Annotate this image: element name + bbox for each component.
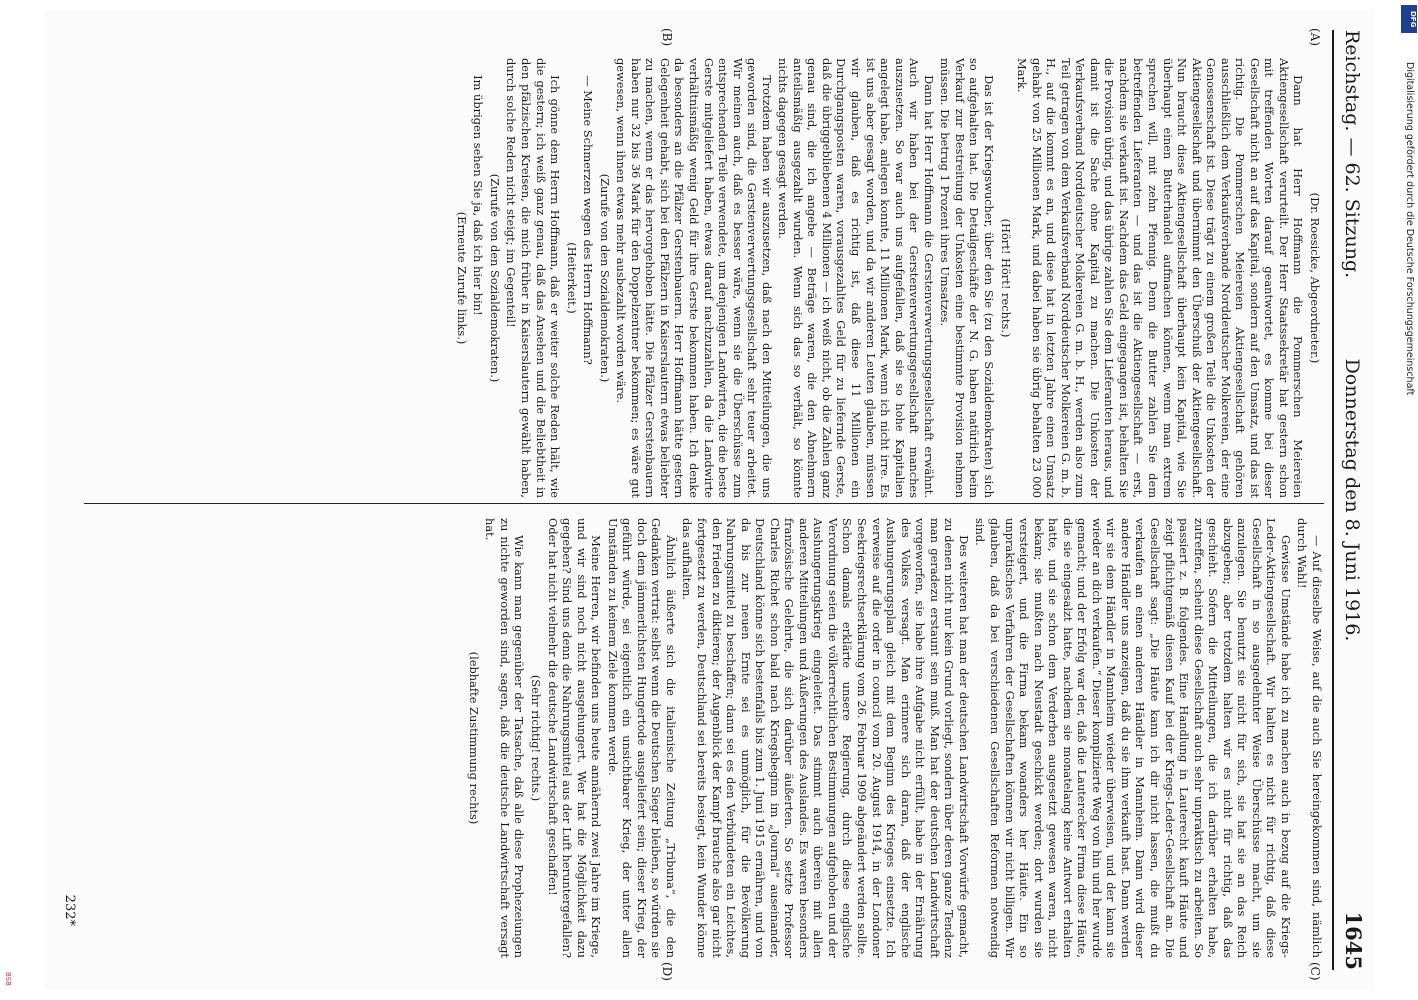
column-b-paragraph: (Sehr richtig! rechts.) <box>529 674 544 802</box>
page-number: 1645 <box>1341 911 1366 970</box>
column-a-paragraph: (Zurufe von den Sozialdemokraten.) <box>597 173 612 383</box>
margin-marker-c: (C) <box>1308 962 1322 981</box>
column-b-paragraph: Wie kann man gegenüber der Tatsache, daß alle diese Prophezeiungen zu nichte geworden sind, sagen, daß die deutsche Landwirtschaft versagt hat. <box>483 518 527 958</box>
dfg-logo-icon: DFG <box>1401 5 1417 33</box>
column-a-paragraph: Das ist der Kriegswucher, über den Sie (zu den Sozialdemokraten) sich so aufgehalten hat. Die Detailgeschäfte der N. G. haben natürlich beim Verkauf zur Bestreitung der Unkosten eine bestimmte Provision nehmen müssen. Die betrug 1 Prozent ihres Umsatzes. <box>938 58 996 498</box>
margin-marker-d: (D) <box>660 962 674 981</box>
column-divider <box>84 503 1324 504</box>
column-a-paragraph: (Hört! Hört! rechts.) <box>998 218 1013 338</box>
header-session: Reichstag. — 62. Sitzung. <box>1341 30 1363 279</box>
digitization-credit <box>1403 12 1417 1000</box>
column-a-paragraph: (Heiterkeit.) <box>564 242 579 314</box>
column-b-paragraph: Des weiteren hat man der deutschen Landwirtschaft Vorwürfe gemacht, zu denen nicht nur kein Grund vorliegt, sondern über deren ganze Tendenz man geradezu erstaunt sein muß. Man hat der deutschen Landwirtschaft vorgeworfen, sie habe ihre Aufgabe nicht erfüllt, habe in der Ernährung des Volkes versagt. Man erinnere sich daran, daß der englische Aushungerungsplan gleich mit dem Beginn des Krieges einsetzte. Ich verweise auf die order in council vom 20. August 1914, in der Londoner Seekriegsrechtserklärung vom 26. Februar 1909 abgeändert werden sollte. Schon damals erklärte unsere Regierung, durch diese englische Verordnung seien die völkerrechtlichen Bestimmungen aufgehoben und der Aushungerungskrieg eingeleitet. Das stimmt auch überein mit allen anderen Mitteilungen und Äußerungen des Auslandes. Es waren besonders französische Gelehrte, die sich darüber äußerten. So setzte Professor Charles Richet schon bald nach Kriegsbeginn im „Journal“ auseinander, Deutschland könne sich bestenfalls bis zum 1. Juni 1915 ernähren, und von da bis zur neuen Ernte sei es unmöglich, für die Bevölkerung Nahrungsmittel zu beschaffen; dann sei es den Verbündeten ein Leichtes, den Frieden zu diktieren; der Augenblick der Kampf brauche also gar nicht fortgesetzt zu werden, Deutschland sei bereits besiegt, kein Wunder könne das aufhalten. <box>680 518 971 958</box>
column-a-paragraph: Trotzdem haben wir auszusetzen, daß nach den Mitteilungen, die uns geworden sind, die Gerstenverwertungsgesellschaft sehr teuer arbeitet. Wir meinen auch, daß es besser wäre, wenn sie die Überschüsse zum entsprechenden Teile verwendete, um denjenigen Landwirten, die die beste Gerste mitgeliefert haben, etwas darauf nachzuzahlen, da die Landwirte verhältnismäßig wenig Geld für ihre Gerste bekommen haben. Ich denke da besonders an die Pfälzer Gerstenbauern. Herr Hoffmann hätte gestern Gelegenheit gehabt, sich bei den Pfälzern in Kaiserslautern etwas beliebter zu machen, wenn er das hervorgehoben hätte. Die Pfälzer Gerstenbauern haben nur 32 bis 36 Mark für den Doppelzentner bekommen; es wäre gut gewesen, wenn ihnen etwas mehr ausbezahlt worden wäre. <box>614 58 774 498</box>
text-column-left <box>82 58 1324 498</box>
column-a-paragraph: (Erneute Zurufe links.) <box>454 211 469 345</box>
column-a-paragraph: Dann hat Herr Hoffmann die Pommerschen Meiereien Aktiengesellschaft verurteilt. Der Herr Staatssekretär hat gestern schon mit treffenden Worten darauf geantwortet, es komme bei dieser Gesellschaft nicht an auf das Kapital, sondern auf den Umsatz, und das ist richtig. Die Pommerschen Meiereien Aktiengesellschaft gehören ausschließlich dem Verkaufsverbande Norddeutscher Molkereien, der eine Genossenschaft ist. Diese trägt zu einem großen Teile die Unkosten der Aktiengesellschaft und übernimmt den Überschuß der Aktiengesellschaft. Nun braucht diese Aktiengesellschaft überhaupt kein Kapital, wie Sie überhaupt einen Butterhandel aufmachen können, wenn man extrem sprechen will, mit zehn Pfennig. Denn die Butter zahlen Sie dem betreffenden Lieferanten — und das ist die Aktiengesellschaft — erst, nachdem sie verkauft ist. Nachdem das Geld eingegangen ist, behalten Sie die Provision übrig, und das übrige zahlen Sie dem Lieferanten heraus, und damit ist die Sache ohne Kapital zu machen. Die Unkosten der Verkaufsverband Norddeutscher Molkereien G. m. b. H., werden also zum Teil getragen von dem Verkaufsverband Norddeutscher Molkereien G. m. b. H., auf die kommt es an, und diese hat in letzten Jahre einen Umsatz gehabt von 25 Millionen Mark, und dabei haben sie übrig behalten 23 000 Mark. <box>1015 58 1306 498</box>
column-a-paragraph: (Zurufe von den Sozialdemokraten.) <box>487 173 502 383</box>
column-a-paragraph: Ich gönne dem Herrn Hoffmann, daß er weiter solche Reden hält, wie die gestern; ich weiß ganz genau, daß das Ansehen und die Beliebtheit in den pfälzischen Kreisen, die mich früher in Kaiserslautern gewählt haben, durch solche Reden nicht steigt; im Gegenteil! <box>504 58 563 498</box>
column-b-paragraph: Ähnlich äußerte sich die italienische Zeitung „Tribuna“, die den Gedanken vertrat: selbst wenn die Deutschen Sieger bleiben, so würden sie doch dem jämmerlichsten Hungertode ausgeliefert sein; dieser Krieg, der geführt würde, sei eigentlich ein unsichtbarer Krieg, der unter allen Umständen zu keinem Ziele kommen werde. <box>605 518 678 958</box>
header-rule <box>1332 30 1334 970</box>
margin-marker-b: (B) <box>660 28 674 47</box>
column-b-paragraph: — Auf dieselbe Weise, auf die auch Sie hereingekommen sind, nämlich durch Wahl! <box>1295 518 1324 958</box>
column-b-paragraph: Gewisse Umstände habe ich zu machen auch in bezug auf die Kriegs-Leder-Aktiengesellschaft. Wir halten es nicht für richtig, daß diese Gesellschaft in so ausgedehnter Weise Überschüsse macht, um sie anzulegen. Sie benutzt sie nicht für sich, sie hat sie an das Reich abzugeben; aber trotzdem halten wir es nicht für richtig, daß das geschieht. Sofern die Mitteilungen, die ich darüber erhalten habe, zutreffen, scheint diese Gesellschaft auch sehr unpraktisch zu arbeiten. So passiert z. B. folgendes. Eine Handlung in Lauterecht kauft Häute und zeigt pflichtgemäß diesen Kauf bei der Kriegs-Leder-Gesellschaft an. Die Gesellschaft sagt: „Die Häute kann ich dir nicht lassen, die mußt du verkaufen an einen anderen Händler in Mannheim. Dann wird dieser andere Händler uns anzeigen, daß du sie ihm verkauft hast. Dann werden wir sie dem Händler in Mannheim wieder überweisen, und der kann sie wieder an dich verkaufen.“ Dieser komplizierte Weg von hin und her wurde gemacht; und der Erfolg war der, daß die Lauterecker Firma diese Häute, die sie eingesalzt hatte, nachdem sie monatelang keine Antwort erhalten hatte, und sie schon dem Verderben ausgesetzt gewesen waren, nicht bekam; sie mußten nach Neustadt geschickt werden; dort wurden sie versteigert, und die Firma bekam woanders her Häute. Ein so unpraktisches Verfahren der Gesellschaften können wir nicht billigen. Wir glauben, daß da bei verschiedenen Gesellschaften Reformen notwendig sind. <box>973 518 1293 958</box>
column-b-paragraph: Meine Herren, wir befinden uns heute annähernd zwei Jahre im Kriege, und wir sind noch nicht ausgehungert. Wer hat die Möglichkeit dazu gegeben? Sind uns denn die Nahrungsmittel aus der Luft heruntergefallen? Oder hat nicht vielmehr die deutsche Landwirtschaft geschaffen! <box>545 518 604 958</box>
library-mark: BSB <box>4 972 12 986</box>
digitization-credit-text: Digitalisierung gefördert durch die Deutsche Forschungsgemeinschaft <box>1404 62 1415 396</box>
column-a-paragraph: Dann hat Herr Hoffmann die Gerstenverwertungsgesellschaft erwähnt. Auch wir haben bei der Gerstenverwertungsgesellschaft manches auszusetzen. So war auch uns aufgefallen, daß sie so hohe Kapitalien angelegt habe, anlegen konnte, 11 Millionen Mark, wenn ich nicht irre. Es ist uns aber gesagt worden, und da wir anderen Leuten glauben, müssen wir glauben, daß es richtig ist, daß diese 11 Millionen ein Durchgangsposten waren, vorausgezahltes Geld für zu liefernde Gerste, daß die übriggebliebenen 4 Millionen — ich weiß nicht, ob die Zahlen ganz genau sind, die ich angebe — Beträge waren, die den Abnehmern anteilsmäßig ausgezahlt wurden. Wenn sich das so verhält, so könnte nichts dagegen gesagt werden. <box>776 58 936 498</box>
page-header <box>1336 30 1366 970</box>
signature-mark: 232* <box>62 894 77 926</box>
scanned-page <box>44 10 1374 990</box>
column-b-paragraph: (lebhafte Zustimmung rechts) <box>466 651 481 825</box>
column-a-paragraph: Im übrigen sehen Sie ja, daß ich hier bin! <box>471 75 486 316</box>
column-a-paragraph: — Meine Schmerzen wegen des Herrn Hoffmann? <box>581 75 596 365</box>
margin-marker-a: (A) <box>1308 28 1322 47</box>
text-column-right <box>82 518 1324 958</box>
column-a-paragraph: (Dr. Roesicke, Abgeordneter.) <box>1308 192 1322 364</box>
header-date: Donnerstag den 8. Juni 1916. <box>1341 358 1363 642</box>
